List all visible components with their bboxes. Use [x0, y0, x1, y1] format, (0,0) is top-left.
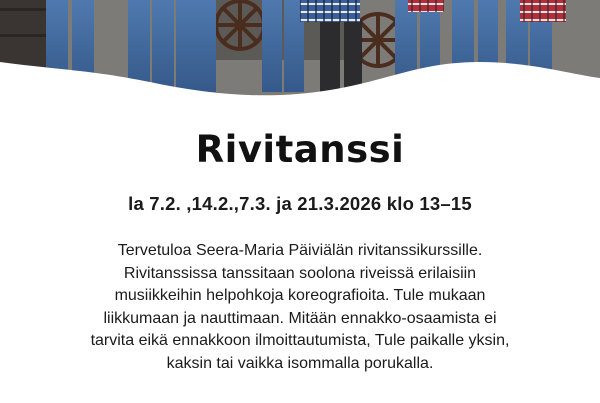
event-dates: la 7.2. ,14.2.,7.3. ja 21.3.2026 klo 13–15: [128, 193, 472, 214]
event-description: Tervetuloa Seera-Maria Päiviälän rivitanssikurssille. Rivitanssissa tanssitaan soolona riveissä erilaisiin musiikkeihin helpohkoja koreografioita. Tule mukaan liikkumaan ja nauttimaan. Mitään ennakko-osaamista ei tarvita eikä ennakkoon ilmoittautumista, Tule paikalle yksin, kaksin tai vaikka isommalla porukalla.: [90, 242, 510, 372]
event-title: Rivitanssi: [195, 128, 405, 171]
